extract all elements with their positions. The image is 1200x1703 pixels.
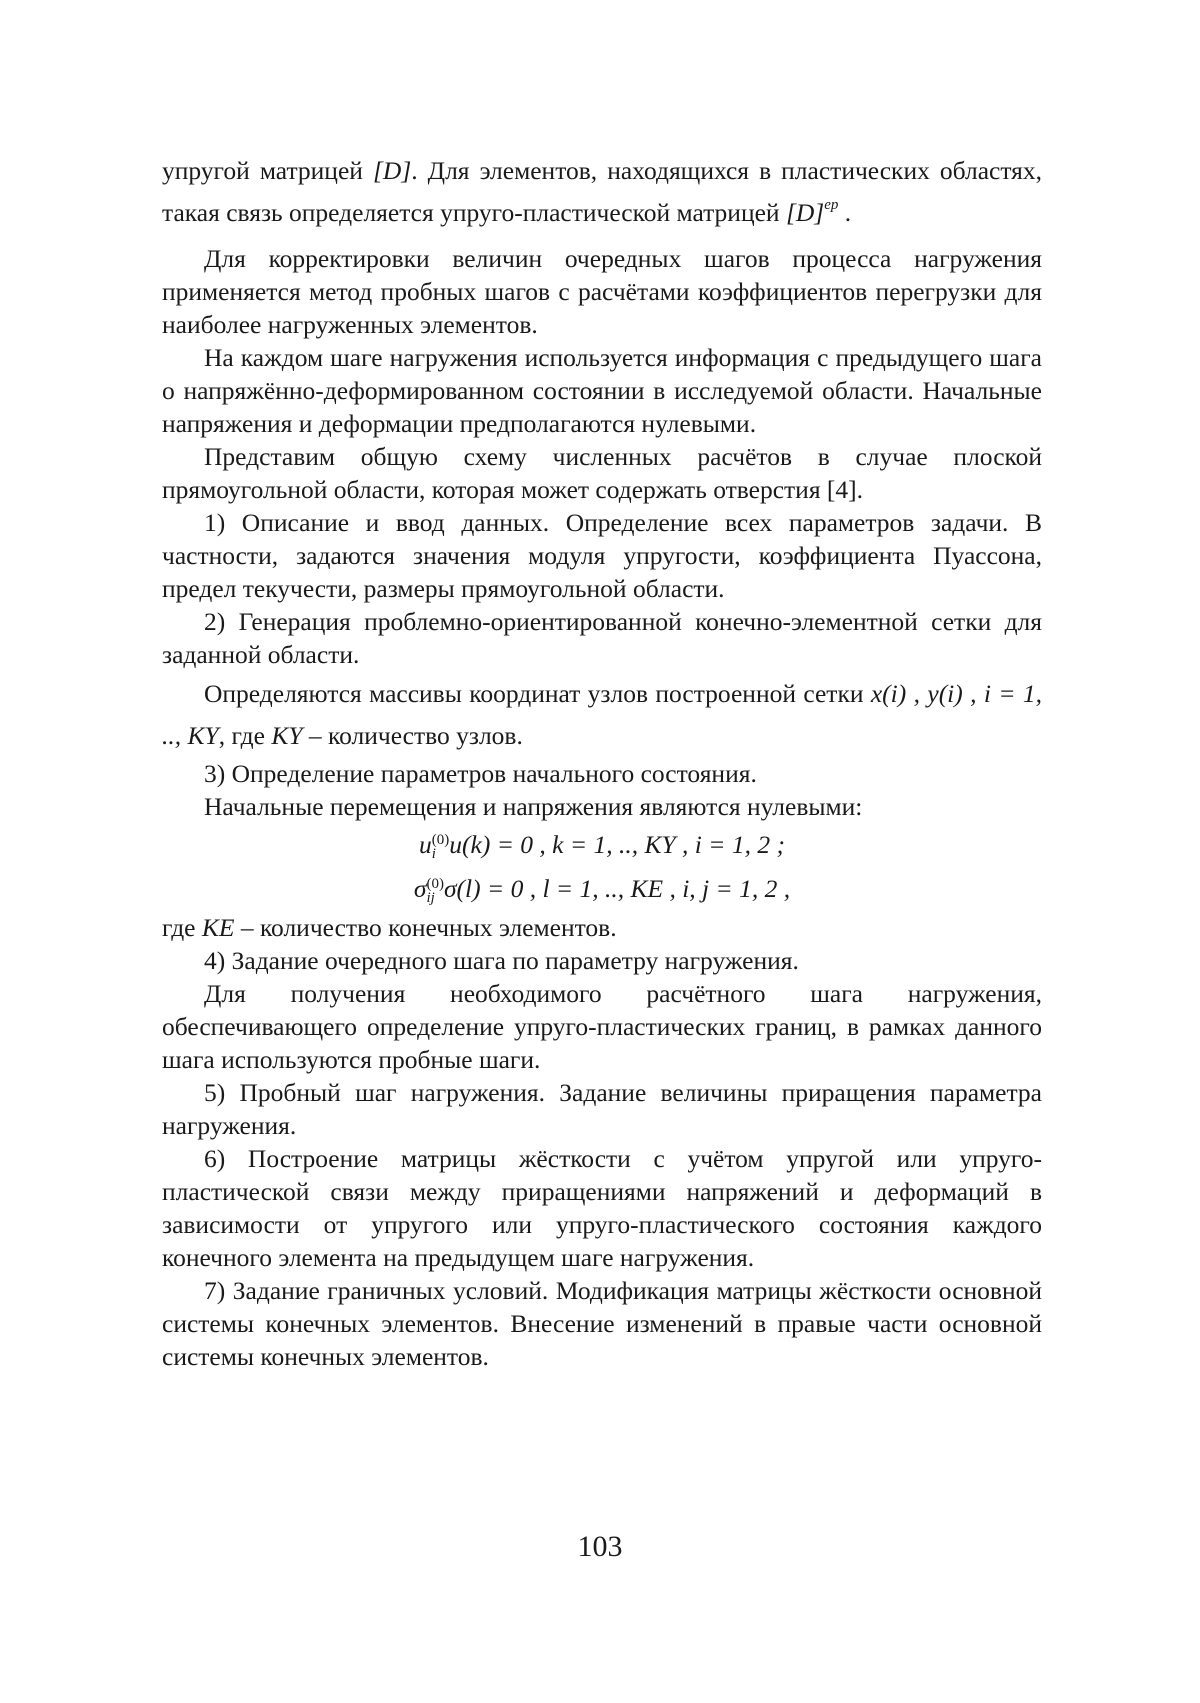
matrix-D: [D] [372, 156, 412, 185]
paragraph-15: 7) Задание граничных условий. Модификация матрицы жёсткости основной системы конечных элементов. Внесение изменений в правые части основной системы конечных элементов. [162, 1276, 1042, 1371]
sigma-indices [426, 877, 444, 905]
paragraph-2: Для корректировки величин очередных шагов процесса нагружения применяется метод пробных шагов с расчётами коэффициентов перегрузки для наиболее нагруженных элементов. [162, 244, 1042, 339]
page-number: 103 [577, 1530, 623, 1563]
text: – количество конечных элементов. [240, 913, 617, 942]
sub: ij [426, 890, 435, 907]
u-indices [432, 833, 450, 861]
text: где [162, 913, 196, 942]
paragraph-14: 6) Построение матрицы жёсткости с учётом упругой или упруго-пластической связи между приращениями напряжений и деформаций в зависимости от упругого или упруго-пластического состояния каждого конечного элемента на предыдущем шаге нагружения. [162, 1144, 1042, 1272]
text: . [844, 198, 852, 227]
sigma-symbol: σ [413, 874, 427, 903]
text: упругой матрицей [162, 156, 363, 185]
text: – количество узлов. [308, 721, 523, 750]
text: Определяются массивы координат узлов построенной сетки [204, 679, 864, 708]
math-y-i: y(i) , i = 1, .., KY [162, 679, 1043, 750]
text: . Для элементов, находящихся в пластических областях, такая связь определяется упруго-пластической матрицей [162, 156, 1043, 227]
paragraph-11: 4) Задание очередного шага по параметру нагружения. [204, 946, 799, 975]
paragraph-5: 1) Описание и ввод данных. Определение всех параметров задачи. В частности, задаются значения модуля упругости, коэффициента Пуассона, предел текучести, размеры прямоугольной области. [162, 508, 1042, 603]
paragraph-7 [162, 673, 1042, 757]
matrix-D-ep: [D] [785, 198, 825, 227]
superscript-ep: ep [824, 197, 839, 213]
sup: (0) [431, 832, 450, 849]
sub: i [431, 846, 436, 863]
text: , где [218, 721, 265, 750]
page-body [162, 150, 1042, 1373]
sup: (0) [426, 876, 444, 893]
paragraph-12: Для получения необходимого расчётного шага нагружения, обеспечивающего определение упруго-пластических границ, в рамках данного шага используются пробные шаги. [162, 979, 1042, 1074]
paragraph-1 [162, 150, 1042, 238]
paragraph-10 [162, 911, 1042, 944]
formula-displacement [162, 823, 1042, 867]
paragraph-9: Начальные перемещения и напряжения являются нулевыми: [204, 792, 863, 821]
u-symbol: u [419, 830, 432, 859]
formula-stress [162, 867, 1042, 911]
formula-2-text: σ(l) = 0 , l = 1, .., KE , i, j = 1, 2 , [443, 874, 791, 903]
paragraph-4: Представим общую схему численных расчётов в случае плоской прямоугольной области, которая может содержать отверстия [4]. [162, 442, 1042, 504]
paragraph-3: На каждом шаге нагружения используется информация с предыдущего шага о напряжённо-деформированном состоянии в исследуемой области. Начальные напряжения и деформации предполагаются нулевыми. [162, 343, 1042, 438]
math-x-i: x(i) , [870, 679, 920, 708]
paragraph-6: 2) Генерация проблемно-ориентированной конечно-элементной сетки для заданной области. [162, 607, 1042, 669]
paragraph-13: 5) Пробный шаг нагружения. Задание величины приращения параметра нагружения. [162, 1078, 1042, 1140]
formula-1-text: u(k) = 0 , k = 1, .., KY , i = 1, 2 ; [449, 830, 785, 859]
paragraph-8: 3) Определение параметров начального состояния. [204, 759, 757, 788]
math-KE: KE [201, 913, 235, 942]
math-KY: KY [271, 721, 303, 750]
